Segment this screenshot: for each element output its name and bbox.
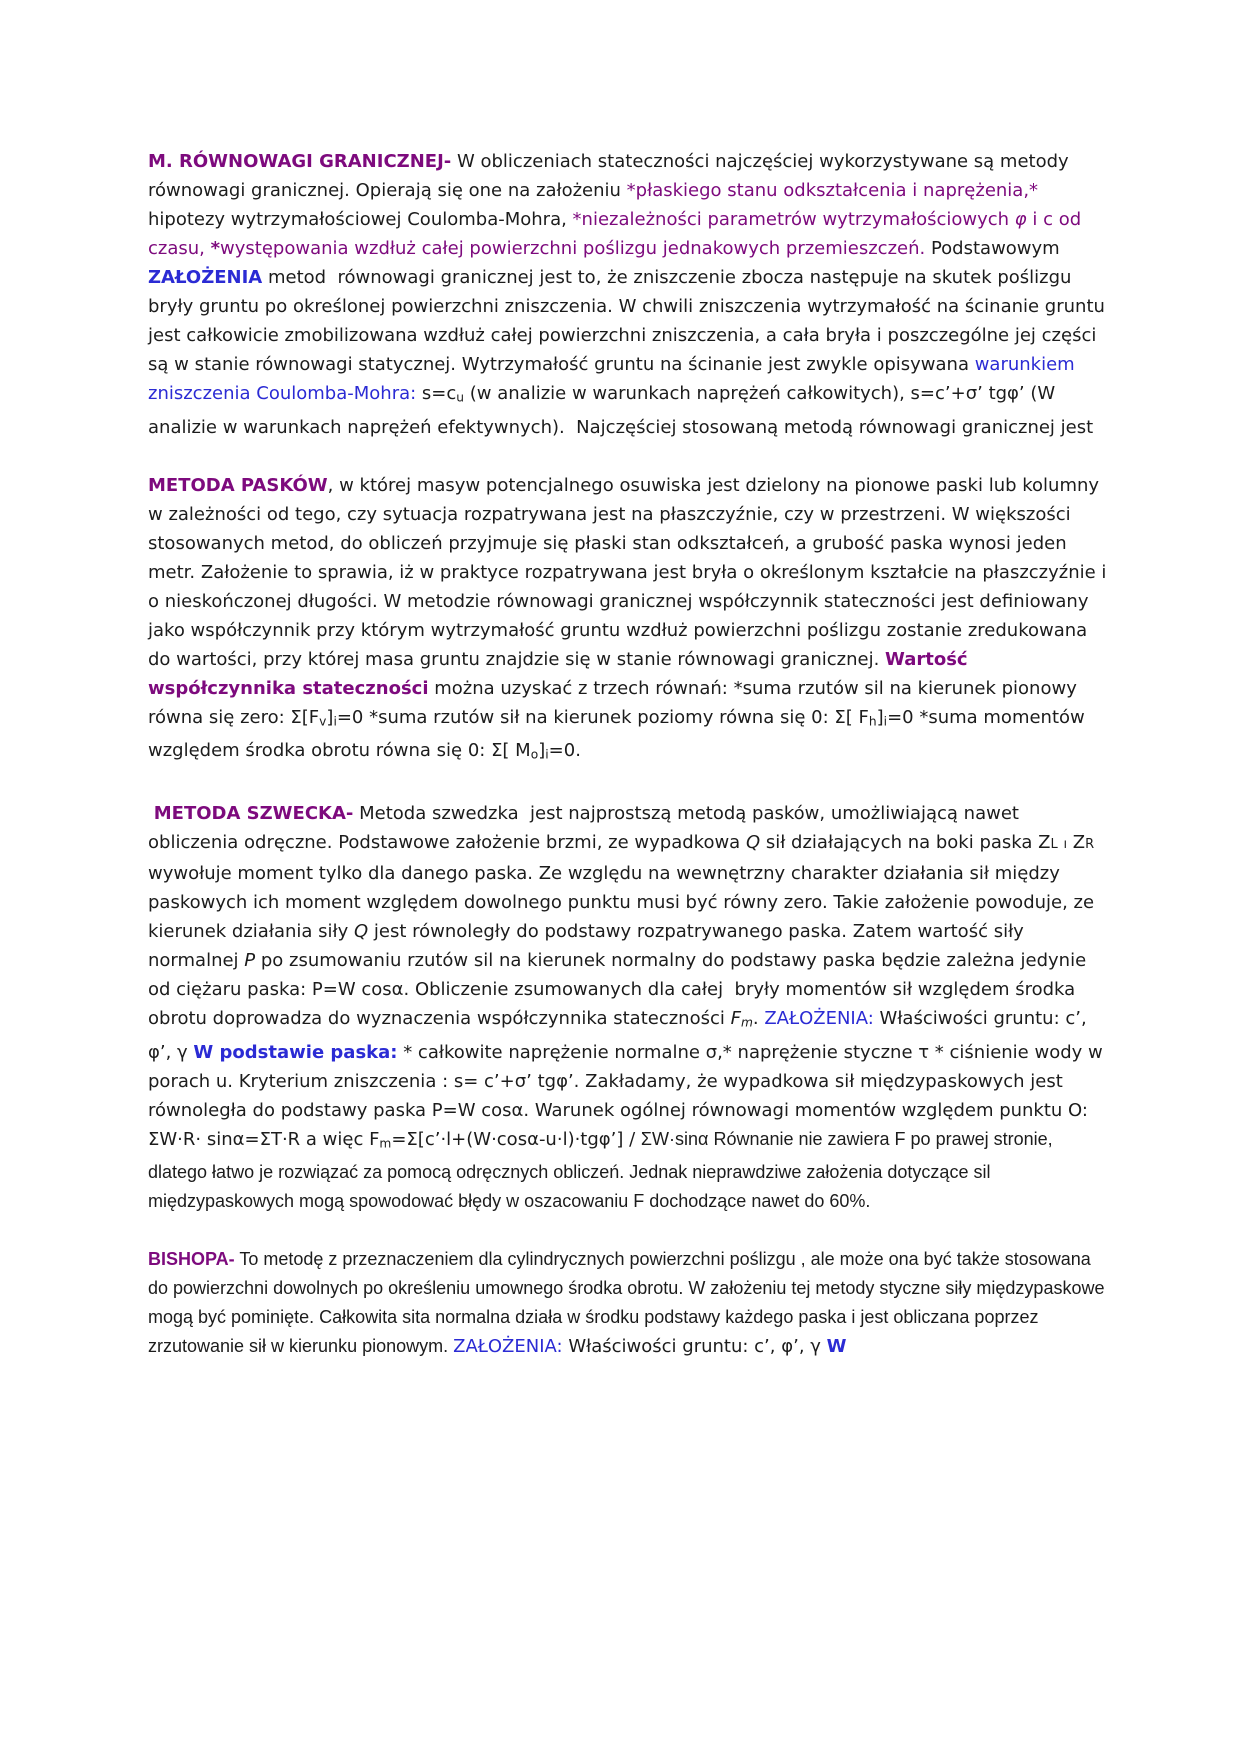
text-run: . [752,1008,765,1030]
text-run: po zsumowaniu rzutów sil na kierunek normalny do podstawy paska będzie zależna jedynie od ciężaru paska: P=W cosα. Obliczenie zsumowanych dla całej bryły momentów sił względem środka obrotu doprowadza do wyznaczenia współczynnika stateczności [148,950,1092,1030]
text-run-sub: o [530,748,539,763]
text-run: ] [876,706,884,728]
text-run-purple-bold: Wartość współczynnika stateczności [148,648,974,699]
text-run: ] [538,740,546,762]
text-run-sub: m [379,1136,392,1151]
text-run: można uzyskać z trzech równań: *suma rzutów sil na kierunek pionowy równa się zero: Σ[F [148,677,1083,728]
text-run-sub: u [456,390,465,405]
text-run-italic: Q [745,832,761,854]
text-run: Właściwości gruntu: c’, φ’, γ [562,1336,827,1358]
text-run-purple-italic: φ [1014,209,1027,230]
text-run-blue-bold: ZAŁOŻENIA [148,267,263,288]
text-run-sub: i [883,714,888,729]
text-run: ] [326,706,334,728]
text-run-blue: ZAŁOŻENIA: [453,1336,563,1358]
text-run-blue: ZAŁOŻENIA: [764,1008,874,1030]
text-run-purple: *płaskiego stanu odkształcenia i naprężenia,* [626,180,1039,201]
text-run-purple: i c od czasu, [148,209,1087,259]
text-run-blue-bold: W podstawie paska: [193,1041,398,1063]
text-run: =0 *suma momentów względem środka obrotu równa się 0: Σ[ M [148,706,1091,762]
text-run: metod równowagi granicznej jest to, że zniszczenie zbocza następuje na skutek poślizgu bryły gruntu po określonej powierzchni zniszczenia. W chwili zniszczenia wytrzymałość na ścinanie gruntu jest całkowicie zmobilizowana wzdłuż całej powierzchni zniszczenia, a cała bryła i poszczególne jej części są w stanie równowagi statycznej. Wytrzymałość gruntu na ścinanie jest zwykle opisywana [148,267,1111,375]
text-run-sub: h [868,714,877,729]
text-run: W obliczeniach stateczności najczęściej wykorzystywane są metody równowagi granicznej. Opierają się one na założeniu [148,151,1075,201]
text-run-blue-bold: W [826,1336,847,1358]
text-run: * całkowite naprężenie normalne σ,* naprężenie styczne τ * ciśnienie wody w porach u. Kryterium zniszczenia : s= c’+σ’ tgφ’. Zakładamy, że wypadkowa sił międzypaskowych jest równoległa do podstawy paska P=W cosα. Warunek ogólnej równowagi momentów względem punktu O: ΣW·R· sinα=ΣT·R a więc F [148,1041,1109,1150]
text-run-purple: *niezależności parametrów wytrzymałościowych [572,209,1015,230]
text-run: Podstawowym [925,238,1066,259]
text-run: =0 *suma rzutów sił na kierunek poziomy równa się 0: Σ[ F [336,706,869,728]
text-run-sub-italic: m [740,1015,753,1030]
text-run-small: ı [1063,837,1068,853]
text-run-sub: i [545,748,549,763]
text-run-sub: i [333,714,337,729]
text-run: =Σ[c’·l+(W·cosα-u·l)·tgφ’] / [391,1128,641,1150]
paragraph-metoda-paskow [148,471,1112,770]
text-run-italic: P [244,950,256,972]
text-run: Właściwości gruntu: c’, φ’, γ [148,1008,1093,1063]
text-run-purple: występowania wzdłuż całej powierzchni poślizgu jednakowych przemieszczeń. [220,238,926,259]
text-run-small: R [1085,837,1095,853]
text-run: , w której masyw potencjalnego osuwiska jest dzielony na pionowe paski lub kolumny w zależności od tego, czy sytuacja rozpatrywana jest na płaszczyźnie, czy w przestrzeni. W większości stosowanych metod, do obliczeń przyjmuje się płaski stan odkształceń, a grubość paska wynosi jeden metr. Założenie to sprawia, iż w praktyce rozpatrywana jest bryła o określonym kształcie na płaszczyźnie i o nieskończonej długości. W metodzie równowagi granicznej współczynnik stateczności jest definiowany jako współczynnik przy którym wytrzymałość gruntu wzdłuż powierzchni poślizgu zostanie zredukowana do wartości, przy której masa gruntu znajdzie się w stanie równowagi granicznej. [148,474,1113,670]
text-run-purple-bold: * [210,238,221,259]
text-run: hipotezy wytrzymałościowej Coulomba-Mohra, [148,180,1044,230]
text-run: Z [1067,832,1086,854]
text-run: (w analizie w warunkach naprężeń całkowitych), s=c’+σ’ tgφ’ (W analizie w warunkach naprężeń efektywnych). Najczęściej stosowaną metodą równowagi granicznej jest [148,383,1094,438]
text-run-purple-bold: METODA PASKÓW [148,474,328,496]
text-run: Metoda szwedzka jest najprostszą metodą pasków, umożliwiającą nawet obliczenia odręczne. Podstawowe założenie brzmi, ze wypadkowa [148,803,1025,854]
text-run: =0. [548,740,581,762]
paragraph-metoda-szwecka [148,799,1112,1216]
text-run-sub: v [319,714,327,729]
text-run-purple-bold-alt: BISHOPA- [148,1249,235,1270]
text-run-purple-bold: METODA SZWECKA- [153,803,354,825]
document-body [148,147,1112,1361]
text-run-alt: ΣW·sinα Równanie nie zawiera F po prawej stronie, dlatego łatwo je rozwiązać za pomocą odręcznych obliczeń. Jednak nieprawdziwe założenia dotyczące sil międzypaskowych mogą spowodować błędy w oszacowaniu F dochodzące nawet do 60%. [148,1128,1058,1212]
text-run: sił działających na boki paska Z [760,832,1051,854]
text-run-small: L [1050,837,1058,853]
text-run: wywołuje moment tylko dla danego paska. Ze względu na wewnętrzny charakter działania sił między paskowych ich moment względem dowolnego punktu musi być równy zero. Takie założenie powoduje, ze kierunek działania siły [148,832,1106,943]
text-run-italic: F [730,1008,741,1030]
text-run: jest równoległy do podstawy rozpatrywanego paska. Zatem wartość siły normalnej [148,921,1030,972]
text-run: s=c [416,383,457,404]
text-run-purple-bold: M. RÓWNOWAGI GRANICZNEJ- [148,151,452,172]
text-run-alt: To metodę z przeznaczeniem dla cylindrycznych powierzchni poślizgu , ale może ona być także stosowana do powierzchni dowolnych po określeniu umownego środka obrotu. W założeniu tej metody styczne siły międzypaskowe mogą być pominięte. Całkowita sita normalna działa w środku podstawy każdego paska i jest obliczana poprzez zrzutowanie sił w kierunku pionowym. [148,1249,1110,1357]
paragraph-bishopa [148,1245,1112,1361]
paragraph-rownowagi-granicznej [148,147,1112,442]
text-run-blue: warunkiem zniszczenia Coulomba-Mohra: [148,354,1081,404]
text-run-italic: Q [354,921,369,943]
